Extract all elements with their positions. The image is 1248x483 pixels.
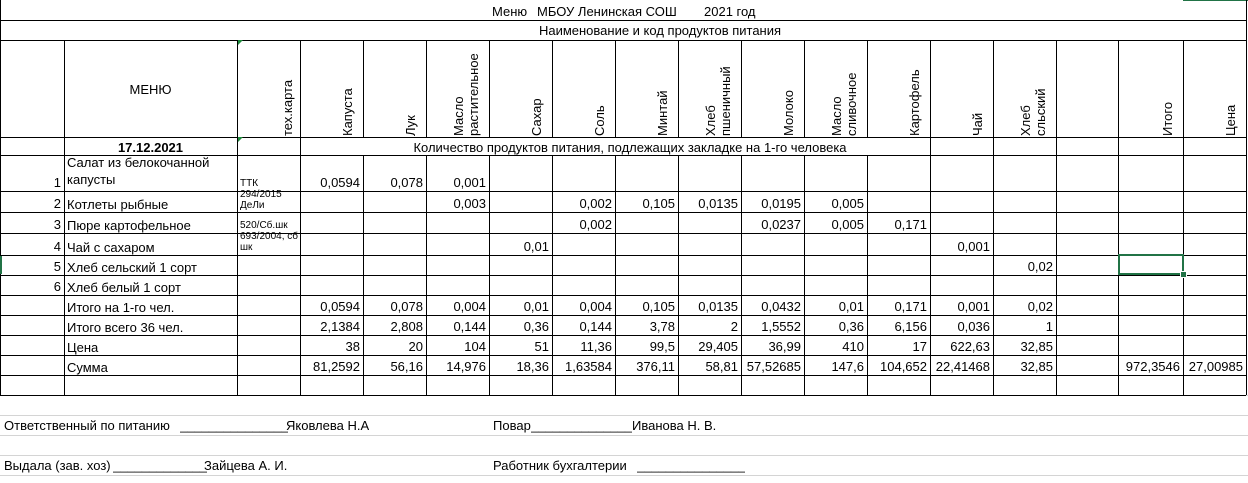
value-cell: 0,01 — [523, 239, 549, 254]
value-cell: 3,78 — [649, 319, 675, 334]
value-cell: 0,0195 — [761, 196, 801, 211]
row-number: 1 — [53, 175, 61, 190]
value-cell: 0,0594 — [320, 175, 360, 190]
comment-indicator — [238, 40, 243, 45]
grid-line — [0, 475, 1248, 476]
border-line — [237, 40, 238, 137]
value-cell: 972,3546 — [1125, 359, 1180, 374]
value-cell: 17 — [912, 339, 927, 354]
product-header: Сахар — [529, 98, 544, 136]
dish-name: Цена — [67, 340, 99, 355]
border-line — [0, 395, 1246, 396]
value-cell: 2,808 — [390, 319, 423, 334]
dish-name: Чай с сахаром — [67, 240, 155, 255]
product-header: Масло растительное — [451, 53, 481, 136]
value-cell: 376,11 — [636, 359, 675, 374]
border-line — [1118, 40, 1119, 137]
comment-indicator — [238, 137, 243, 142]
border-line — [993, 40, 994, 137]
value-cell: 14,976 — [446, 359, 486, 374]
value-cell: 0,0135 — [698, 299, 738, 314]
value-cell: 147,6 — [831, 359, 864, 374]
title-menu: Меню — [492, 4, 528, 19]
value-cell: 0,0237 — [761, 217, 801, 232]
grid-line — [0, 415, 1248, 416]
value-cell: 18,36 — [516, 359, 549, 374]
total-row — [0, 295, 1246, 315]
grid-line — [1183, 0, 1248, 1]
value-cell: 0,36 — [523, 319, 549, 334]
acct-line: _______________ — [637, 458, 746, 473]
value-cell: 81,2592 — [313, 359, 360, 374]
product-header: Масло сливочное — [829, 72, 859, 136]
value-cell: 32,85 — [1020, 359, 1053, 374]
product-header: Чай — [970, 112, 985, 136]
dish-name: Хлеб сельский 1 сорт — [67, 260, 197, 275]
value-cell: 0,078 — [390, 175, 423, 190]
value-cell: 0,0594 — [320, 299, 360, 314]
border-line — [930, 40, 931, 137]
value-cell: 1,5552 — [761, 319, 801, 334]
value-cell: 0,005 — [831, 217, 864, 232]
dish-name: Хлеб белый 1 сорт — [67, 280, 181, 295]
border-line — [1183, 137, 1184, 155]
value-cell: 0,171 — [894, 217, 927, 232]
product-header: Хлеб пшеничный — [703, 66, 733, 136]
dish-name: Пюре картофельное — [67, 218, 191, 233]
total-row — [0, 335, 1246, 355]
acct-label: Работник бухгалтерии — [493, 458, 627, 473]
product-header: Картофель — [907, 69, 922, 136]
dish-name: Итого на 1-го чел. — [67, 300, 175, 315]
product-header — [1095, 44, 1110, 136]
value-cell: 0,003 — [453, 196, 486, 211]
value-cell: 0,001 — [957, 299, 990, 314]
border-line — [363, 40, 364, 137]
table-row — [0, 275, 1246, 295]
dish-name: Салат из белокочанной капусты — [67, 155, 210, 187]
border-line — [552, 40, 553, 137]
border-line — [0, 20, 1246, 21]
value-cell: 0,144 — [579, 319, 612, 334]
row-number: 2 — [53, 196, 61, 211]
border-line — [678, 40, 679, 137]
product-header: Итого — [1160, 101, 1175, 136]
total-row — [0, 315, 1246, 335]
border-line — [804, 40, 805, 137]
border-line — [615, 40, 616, 137]
tech-card-code: 520/Сб.шк — [240, 220, 288, 231]
value-cell: 0,105 — [642, 299, 675, 314]
value-cell: 622,63 — [950, 339, 990, 354]
value-cell: 104,652 — [880, 359, 927, 374]
value-cell: 0,0135 — [698, 196, 738, 211]
title-school: МБОУ Ленинская СОШ — [537, 4, 677, 19]
border-line — [489, 40, 490, 137]
value-cell: 20 — [408, 339, 423, 354]
resp-name: Яковлева Н.А — [286, 418, 370, 433]
value-cell: 1,63584 — [565, 359, 612, 374]
product-header: Хлеб сльский — [1018, 88, 1048, 136]
value-cell: 0,0432 — [761, 299, 801, 314]
border-line — [300, 40, 301, 137]
row-number: 3 — [53, 217, 61, 232]
value-cell: 32,85 — [1020, 339, 1053, 354]
dish-name: Котлеты рыбные — [67, 197, 169, 212]
table-row — [0, 255, 1246, 275]
products-title: Наименование и код продуктов питания — [538, 23, 782, 38]
value-cell: 410 — [842, 339, 864, 354]
tech-card-code: ТТК — [240, 178, 259, 189]
value-cell: 2,1384 — [320, 319, 360, 334]
resp-label: Ответственный по питанию — [4, 418, 170, 433]
value-cell: 0,002 — [579, 196, 612, 211]
border-line — [1056, 137, 1057, 155]
value-cell: 0,01 — [523, 299, 549, 314]
date-cell: 17.12.2021 — [117, 140, 184, 155]
issued-line: _____________ — [113, 458, 207, 473]
qty-title: Количество продуктов питания, подлежащих закладке на 1-го человека — [413, 140, 847, 155]
value-cell: 0,036 — [957, 319, 990, 334]
cook-label: Повар — [493, 418, 531, 433]
title-year: 2021 год — [704, 4, 756, 19]
value-cell: 29,405 — [698, 339, 738, 354]
value-cell: 0,002 — [579, 217, 612, 232]
value-cell: 57,52685 — [746, 359, 801, 374]
value-cell: 0,171 — [894, 299, 927, 314]
value-cell: 22,41468 — [935, 359, 990, 374]
table-row — [0, 233, 1246, 255]
value-cell: 56,16 — [390, 359, 423, 374]
value-cell: 27,00985 — [1188, 359, 1243, 374]
issued-label: Выдала (зав. хоз) — [4, 458, 111, 473]
value-cell: 0,144 — [453, 319, 486, 334]
value-cell: 0,001 — [453, 175, 486, 190]
row-number: 6 — [53, 279, 61, 294]
selected-cell[interactable] — [1118, 254, 1184, 275]
value-cell: 0,36 — [838, 319, 864, 334]
value-cell: 0,004 — [453, 299, 486, 314]
row-number: 4 — [53, 239, 61, 254]
value-cell: 6,156 — [894, 319, 927, 334]
product-header: Молоко — [781, 90, 796, 136]
table-row — [0, 157, 1246, 191]
resp-line: _______________ — [180, 418, 289, 433]
product-header: Лук — [403, 115, 418, 136]
value-cell: 11,36 — [580, 339, 612, 354]
fill-handle[interactable] — [1180, 271, 1187, 278]
value-cell: 99,5 — [649, 339, 675, 354]
cook-name: Иванова Н. В. — [632, 418, 717, 433]
border-line — [0, 40, 1246, 41]
value-cell: 0,01 — [838, 299, 864, 314]
product-header: Соль — [592, 105, 607, 136]
value-cell: 104 — [464, 339, 486, 354]
value-cell: 0,078 — [390, 299, 423, 314]
product-header: Цена — [1223, 104, 1238, 136]
tech-card-code: 693/2004, сб шк — [240, 231, 298, 253]
grid-line — [0, 435, 1248, 436]
row-number: 5 — [53, 259, 61, 274]
table-row — [0, 212, 1246, 233]
value-cell: 0,105 — [642, 196, 675, 211]
border-line — [867, 40, 868, 137]
border-line — [993, 137, 994, 155]
row-marker — [0, 256, 2, 274]
grid-line — [0, 455, 1248, 456]
value-cell: 36,99 — [768, 339, 801, 354]
dish-name: Сумма — [67, 360, 108, 375]
value-cell: 0,004 — [579, 299, 612, 314]
table-row — [0, 191, 1246, 212]
value-cell: 0,02 — [1027, 299, 1053, 314]
dish-name: Итого всего 36 чел. — [67, 320, 184, 335]
border-line — [0, 137, 1246, 138]
tech-card-header: тех.карта — [280, 79, 295, 136]
value-cell: 51 — [534, 339, 549, 354]
value-cell: 58,81 — [705, 359, 738, 374]
menu-header: МЕНЮ — [129, 82, 172, 97]
cook-line: ______________ — [531, 418, 633, 433]
total-row — [0, 355, 1246, 375]
border-line — [426, 40, 427, 137]
border-line — [1118, 137, 1119, 155]
border-line — [1246, 0, 1247, 395]
value-cell: 38 — [345, 339, 360, 354]
value-cell: 0,001 — [957, 239, 990, 254]
product-header: Минтай — [655, 90, 670, 136]
issued-name: Зайцева А. И. — [204, 458, 288, 473]
value-cell: 1 — [1045, 319, 1053, 334]
border-line — [741, 40, 742, 137]
product-header: Капуста — [340, 88, 355, 136]
border-line — [1183, 40, 1184, 137]
value-cell: 0,02 — [1027, 259, 1053, 274]
value-cell: 2 — [730, 319, 738, 334]
value-cell: 0,005 — [831, 196, 864, 211]
tech-card-code: 294/2015 ДеЛи — [240, 189, 282, 211]
border-line — [1056, 40, 1057, 137]
